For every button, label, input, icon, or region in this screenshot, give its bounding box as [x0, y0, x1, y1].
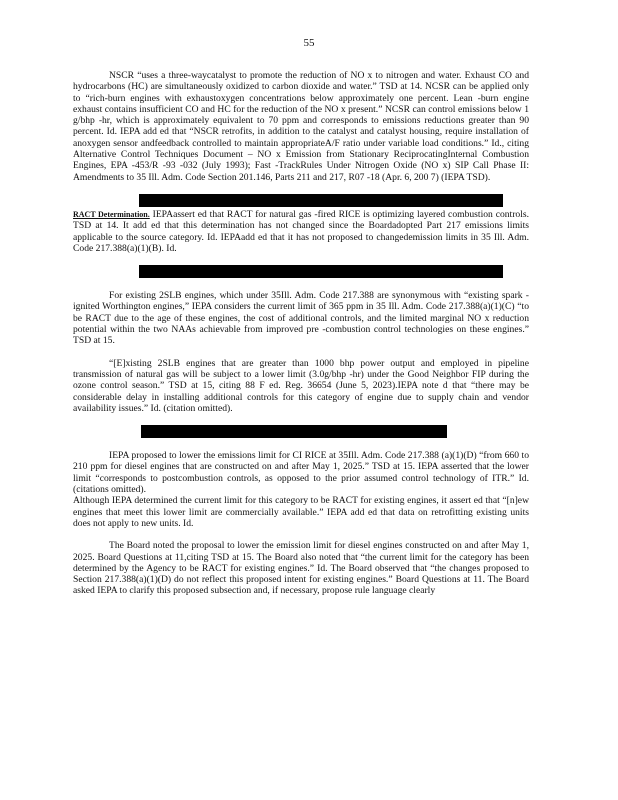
document-body — [73, 70, 529, 608]
paragraph-ract-determination — [73, 209, 529, 254]
ci-rice-text-b: Although IEPA determined the current limit for this category to be RACT for existing engines, it assert ed that “[n]ew engines that meet this lower limit are commercially available.” IEPA add ed that data on retrofitting existing units does not apply to new units. Id. — [73, 495, 529, 529]
page-number: 55 — [303, 37, 315, 49]
paragraph-board-questions: The Board noted the proposal to lower the emission limit for diesel engines constructed on and after May 1, 2025. Board Questions at 11,citing TSD at 15. The Board also noted that “the current limit for the category has been determined by the Agency to be RACT for existing engines.” Id. The Board observed that “the changes proposed to Section 217.388(a)(1)(D) do not reflect this proposed intent for existing engines.” Board Questions at 11. The Board asked IEPA to clarify this proposed subsection and, if necessary, propose rule language clearly — [73, 540, 529, 597]
ci-rice-text-a: IEPA proposed to lower the emissions limit for CI RICE at 35Ill. Adm. Code 217.388 (a)(1)(D) “from 660 to 210 ppm for diesel engines that are constructed on and after May 1, 2025.” TSD at 15. IEPA asserted that the lower limit “corresponds to postcombustion controls, as opposed to the prior assumed control technology of ITR.” Id. (citations omitted). — [73, 450, 529, 496]
paragraph-nscr: NSCR “uses a three-waycatalyst to promote the reduction of NO x to nitrogen and water. Exhaust CO and hydrocarbons (HC) are simultaneously oxidized to carbon dioxide and water.” TSD at 14. NCSR can be applied only to “rich-burn engines with exhaustoxygen concentrations below approximately one percent. Lean -burn engine exhaust contains insufficient CO and HC for the reduction of the NO x present.” NCSR can control emissions below 1 g/bhp -hr, which is approximately equivalent to 70 ppm and corresponds to emissions reductions greater than 90 percent. Id. IEPA add ed that “NSCR retrofits, in addition to the catalyst and catalyst housing, require installation of anoxygen sensor andfeedback controlled to maintain appropriateA/F ratio under variable load conditions.” Id., citing Alternative Control Techniques Document – NO x Emission from Stationary ReciprocatingInternal Combustion Engines, EPA -453/R -93 -032 (July 1993); Fast -TrackRules Under Nitrogen Oxide (NO x) SIP Call Phase II: Amendments to 35 Ill. Adm. Code Section 201.146, Parts 211 and 217, R07 -18 (Apr. 6, 200 7) (IEPA TSD). — [73, 70, 529, 183]
ract-heading: RACT Determination. — [73, 209, 150, 219]
ract-text: IEPAassert ed that RACT for natural gas -fired RICE is optimizing layered combustion controls. TSD at 14. It add ed that this determination has not changed since the Boardadopted Part 217 emissions limits applicable to the source category. Id. IEPAadd ed that it has not proposed to changedemission limits in 35 Ill. Adm. Code 217.388(a)(1)(B). Id. — [73, 208, 529, 254]
paragraph-ci-rice — [73, 450, 529, 529]
redaction-block — [139, 194, 503, 207]
paragraph-2slb-existing: For existing 2SLB engines, which under 35Ill. Adm. Code 217.388 are synonymous with “existing spark -ignited Worthington engines,” IEPA considers the current limit of 365 ppm in 35 Ill. Adm. Code 217.388(a)(1)(C) “to be RACT due to the age of these engines, the cost of additional controls, and the limited marginal NO x reduction potential within the two NAAs achievable from improved pre -combustion control technologies on these engines.” TSD at 15. — [73, 290, 529, 347]
paragraph-2slb-quote: “[E]xisting 2SLB engines that are greater than 1000 bhp power output and employed in pipeline transmission of natural gas will be subject to a lower limit (3.0g/bhp -hr) under the Good Neighbor FIP during the ozone control season.” TSD at 15, citing 88 F ed. Reg. 36654 (June 5, 2023).IEPA note d that “there may be considerable delay in installing additional controls for this category of engine due to supply chain and vendor availability issues.” Id. (citation omitted). — [73, 357, 529, 414]
redaction-block — [139, 265, 503, 278]
redaction-block — [141, 425, 447, 438]
